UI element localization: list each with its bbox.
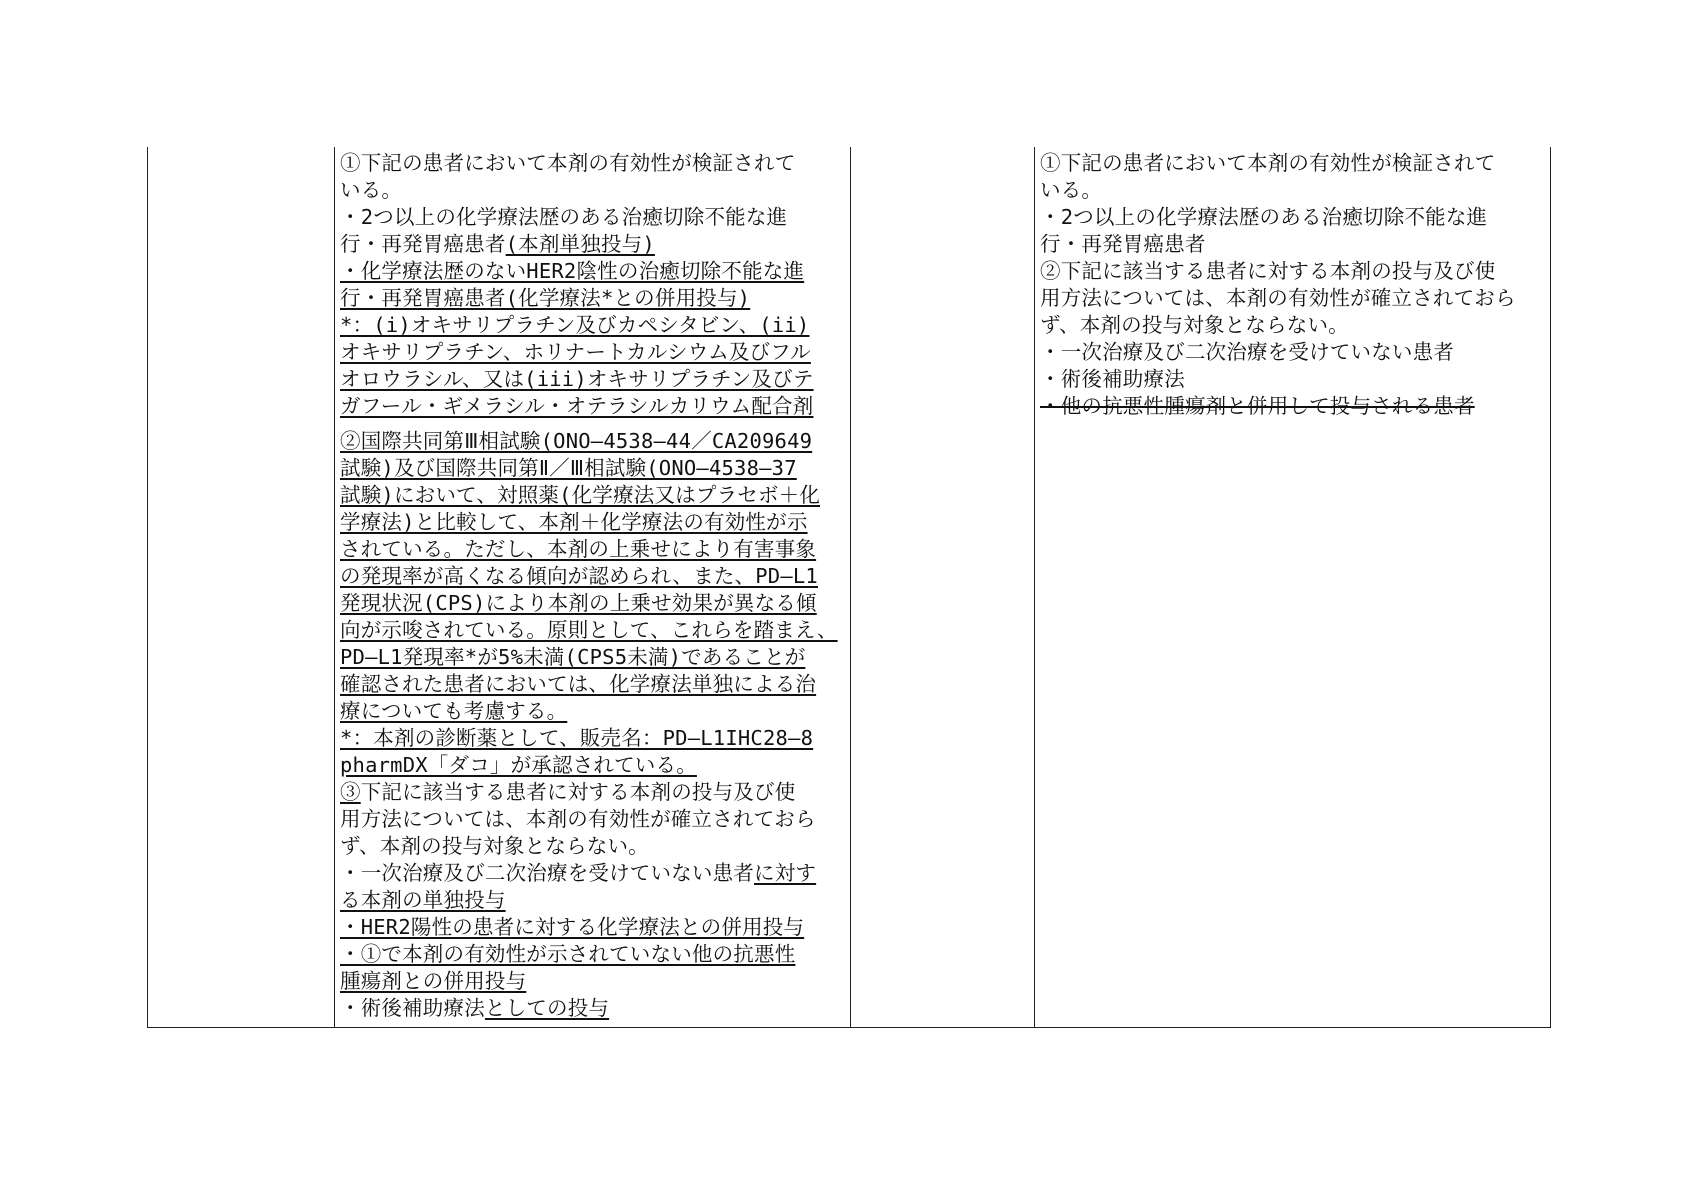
text-line [340, 995, 844, 1022]
text-segment: ①下記の患者において本剤の有効性が検証されて [1040, 151, 1496, 175]
added-text: ②国際共同第Ⅲ相試験(ONO―4538―44／CA209649 [340, 429, 813, 453]
text-line [340, 941, 844, 968]
text-line [1040, 231, 1544, 258]
text-line [340, 231, 844, 258]
text-line [340, 698, 844, 725]
added-text: としての投与 [484, 996, 610, 1020]
added-text: オキサリプラチン、ホリナートカルシウム及びフル [340, 340, 811, 364]
added-text: ③ [340, 780, 361, 804]
text-line [1040, 285, 1544, 312]
text-line [1040, 312, 1544, 339]
text-line [340, 536, 844, 563]
text-line [340, 779, 844, 806]
text-segment: ・術後補助療法 [340, 996, 485, 1020]
empty-label-column [148, 147, 334, 1027]
text-segment: ・2つ以上の化学療法歴のある治癒切除不能な進 [1040, 205, 1488, 229]
added-text: (本剤単独投与) [505, 232, 655, 256]
text-line [1040, 366, 1544, 393]
text-segment: ・2つ以上の化学療法歴のある治癒切除不能な進 [340, 205, 788, 229]
text-line [340, 563, 844, 590]
text-line [1040, 177, 1544, 204]
text-line [340, 455, 844, 482]
text-line [340, 887, 844, 914]
text-line [340, 590, 844, 617]
paragraph-gap [340, 420, 844, 428]
added-text: 試験)において、対照薬(化学療法又はプラセボ＋化 [340, 483, 821, 507]
text-line [1040, 393, 1544, 420]
added-text: 発現状況(CPS)により本剤の上乗せ効果が異なる傾 [340, 591, 817, 615]
text-line [340, 204, 844, 231]
text-line [340, 428, 844, 455]
text-segment: 行・再発胃癌患者 [340, 232, 506, 256]
text-line [340, 509, 844, 536]
text-line [340, 806, 844, 833]
added-text: されている。ただし、本剤の上乗せにより有害事象 [340, 537, 817, 561]
added-text: PD―L1発現率*が5%未満(CPS5未満)であることが [340, 645, 806, 669]
text-line [340, 617, 844, 644]
added-text: 試験)及び国際共同第Ⅱ／Ⅲ相試験(ONO―4538―37 [340, 456, 797, 480]
text-segment: 用方法については、本剤の有効性が確立されておら [1040, 286, 1516, 310]
text-line [340, 285, 844, 312]
text-line [340, 968, 844, 995]
comparison-table [147, 147, 1551, 1028]
text-line [340, 725, 844, 752]
text-line [340, 339, 844, 366]
added-text: の発現率が高くなる傾向が認められ、また、PD―L1 [340, 564, 818, 588]
added-text: に対す [754, 861, 817, 885]
text-segment: ず、本剤の投与対象とならない。 [1040, 313, 1349, 337]
added-text: ・化学療法歴のないHER2陰性の治癒切除不能な進 [340, 259, 805, 283]
text-line [340, 393, 844, 420]
current-text-column [1034, 147, 1550, 1027]
text-segment: ①下記の患者において本剤の有効性が検証されて [340, 151, 796, 175]
added-text: ・①で本剤の有効性が示されていない他の抗悪性 [340, 942, 796, 966]
text-line [1040, 339, 1544, 366]
added-text: 学療法)と比較して、本剤＋化学療法の有効性が示 [340, 510, 808, 534]
empty-middle-column [850, 147, 1034, 1027]
text-segment: ・一次治療及び二次治療を受けていない患者 [1040, 340, 1454, 364]
text-segment: 行・再発胃癌患者 [1040, 232, 1206, 256]
text-segment: 下記に該当する患者に対する本剤の投与及び使 [360, 780, 796, 804]
added-text: ガフール・ギメラシル・オテラシルカリウム配合剤 [340, 394, 814, 418]
added-text: 療についても考慮する。 [340, 699, 568, 723]
added-text: *：(i)オキサリプラチン及びカペシタビン、(ii) [340, 313, 810, 337]
text-segment: 用方法については、本剤の有効性が確立されておら [340, 807, 816, 831]
text-segment: いる。 [340, 178, 403, 202]
added-text: る本剤の単独投与 [340, 888, 506, 912]
text-line [1040, 204, 1544, 231]
added-text: 腫瘍剤との併用投与 [340, 969, 527, 993]
text-line [340, 366, 844, 393]
text-line [340, 752, 844, 779]
added-text: 行・再発胃癌患者(化学療法*との併用投与) [340, 286, 751, 310]
text-segment: いる。 [1040, 178, 1103, 202]
text-line [340, 860, 844, 887]
text-line [340, 671, 844, 698]
text-line [340, 644, 844, 671]
added-text: ・HER2陽性の患者に対する化学療法との併用投与 [340, 915, 805, 939]
added-text: pharmDX「ダコ」が承認されている。 [340, 753, 697, 777]
text-line [340, 914, 844, 941]
text-segment: ・一次治療及び二次治療を受けていない患者 [340, 861, 754, 885]
revised-text-column [334, 147, 850, 1027]
text-line [340, 150, 844, 177]
added-text: 向が示唆されている。原則として、これらを踏まえ、 [340, 618, 838, 642]
text-segment: ・術後補助療法 [1040, 367, 1185, 391]
text-line [340, 482, 844, 509]
added-text: 確認された患者においては、化学療法単独による治 [340, 672, 817, 696]
text-line [340, 177, 844, 204]
added-text: オロウラシル、又は(iii)オキサリプラチン及びテ [340, 367, 814, 391]
deleted-text: ・他の抗悪性腫瘍剤と併用して投与される患者 [1040, 394, 1475, 418]
text-line [340, 258, 844, 285]
added-text: *：本剤の診断薬として、販売名：PD―L1IHC28―8 [340, 726, 814, 750]
text-line [1040, 150, 1544, 177]
text-line [340, 312, 844, 339]
text-segment: ②下記に該当する患者に対する本剤の投与及び使 [1040, 259, 1496, 283]
text-line [1040, 258, 1544, 285]
text-segment: ず、本剤の投与対象とならない。 [340, 834, 649, 858]
text-line [340, 833, 844, 860]
